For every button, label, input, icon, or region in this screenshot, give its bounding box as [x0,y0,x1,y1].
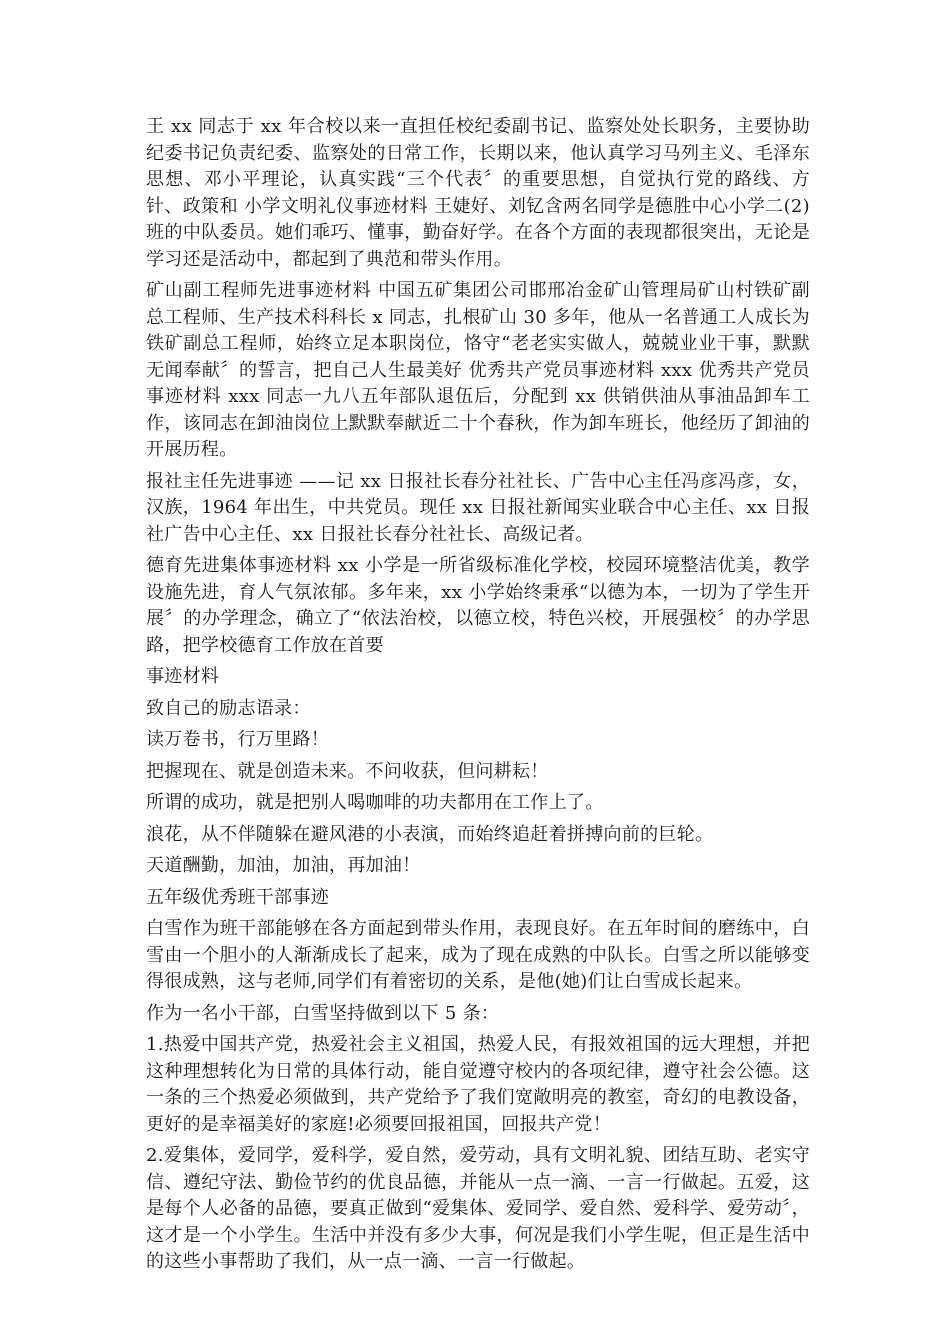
paragraph-moral-education: 德育先进集体事迹材料 xx 小学是一所省级标准化学校，校园环境整洁优美，教学设施先进，育人气氛浓郁。多年来，xx 小学始终秉承“以德为本，一切为了学生开展〞的办学理念，确立了“依法治校，以德立校，特色兴校，开展强校〞的办学思路，把学校德育工作放在首要 [146,555,810,656]
list-item-point-2: 2.爱集体，爱同学，爱科学，爱自然，爱劳动，具有文明礼貌、团结互助、老实守信、遵纪守法、勤俭节约的优良品德，并能从一点一滴、一言一行做起。五爱，这是每个人必备的品德，要真正做到“爱集体、爱同学、爱自然、爱科学、爱劳动〞，这才是一个小学生。生活中并没有多少大事，何况是我们小学生呢，但正是生活中的这些小事帮助了我们，从一点一滴、一言一行做起。 [146,1145,810,1272]
heading-class-cadre: 五年级优秀班干部事迹 [146,886,329,908]
quote-line: 天道酬勤，加油，加油，再加油！ [146,855,421,876]
heading-deeds-material: 事迹材料 [146,666,220,687]
paragraph-mine-engineer: 矿山副工程师先进事迹材料 中国五矿集团公司邯邢冶金矿山管理局矿山村铁矿副总工程师、生产技术科科长 x 同志，扎根矿山 30 多年，他从一名普通工人成长为铁矿副总工程师，始终立足本职岗位，恪守“老老实实做人，兢兢业业干事，默默无闻奉献〞的誓言，把自己人生最美好 优秀共产党员事迹材料 xxx 优秀共产党员事迹材料 xxx 同志一九八五年部队退伍后，分配到 xx 供销供油从事油品卸车工作，该同志在卸油岗位上默默奉献近二十个春秋，作为卸车班长，他经历了卸油的开展历程。 [146,280,810,460]
quote-line: 读万卷书，行万里路！ [146,729,329,750]
paragraph-newspaper-director: 报社主任先进事迹 ——记 xx 日报社长春分社社长、广告中心主任冯彦冯彦，女，汉族，1964 年出生，中共党员。现任 xx 日报社新闻实业联合中心主任、xx 日报社广告中心主任、xx 日报社长春分社社长、高级记者。 [146,470,810,545]
paragraph-five-points-intro: 作为一名小干部，白雪坚持做到以下 5 条： [146,1002,500,1024]
quote-line: 所谓的成功，就是把别人喝咖啡的功夫都用在工作上了。 [146,792,604,813]
quote-line: 把握现在、就是创造未来。不问收获，但问耕耘！ [146,760,549,782]
quote-line: 浪花，从不伴随躲在避风港的小表演，而始终追赶着拼搏向前的巨轮。 [146,823,714,845]
document-page [146,114,810,1281]
paragraph-comrade-wang: 王 xx 同志于 xx 年合校以来一直担任校纪委副书记、监察处处长职务，主要协助纪委书记负责纪委、监察处的日常工作，长期以来，他认真学习马列主义、毛泽东思想、邓小平理论，认真实践“三个代表〞的重要思想，自觉执行党的路线、方针、政策和 小学文明礼仪事迹材料 王婕好、刘钇含两名同学是德胜中心小学二(2)班的中队委员。她们乖巧、懂事，勤奋好学。在各个方面的表现都很突出，无论是学习还是活动中，都起到了典范和带头作用。 [146,116,810,270]
list-item-point-1: 1.热爱中国共产党，热爱社会主义祖国，热爱人民，有报效祖国的远大理想，并把这种理想转化为日常的具体行动，能自觉遵守校内的各项纪律，遵守社会公德。这一条的三个热爱必须做到，共产党给予了我们宽敞明亮的教室，奇幻的电教设备，更好的是幸福美好的家庭!必须要回报祖国，回报共产党！ [146,1034,810,1135]
paragraph-baixue-intro: 白雪作为班干部能够在各方面起到带头作用，表现良好。在五年时间的磨练中，白雪由一个胆小的人渐渐成长了起来，成为了现在成熟的中队长。白雪之所以能够变得很成熟，这与老师,同学们有着密切的关系，是他(她)们让白雪成长起来。 [146,918,810,992]
heading-motivational-quotes: 致自己的励志语录： [146,697,311,719]
